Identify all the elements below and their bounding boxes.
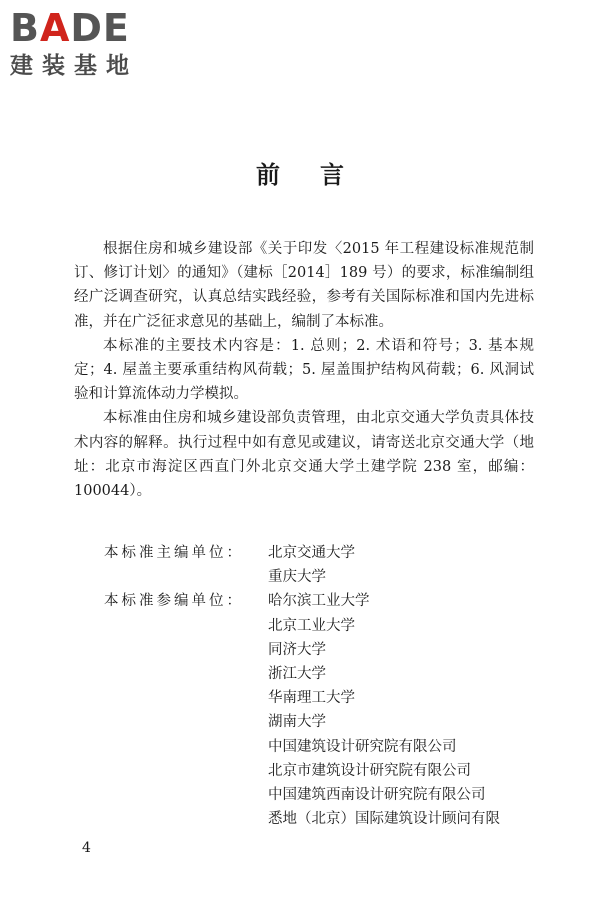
unit-name: 北京工业大学 [268,617,355,634]
chief-units-label: 本标准主编单位： [104,545,244,561]
preface-paragraph-3: 本标准由住房和城乡建设部负责管理，由北京交通大学负责具体技术内容的解释。执行过程中如有意见或建议，请寄送北京交通大学（地址：北京市海淀区西直门外北京交通大学土建学院 238 室，邮编：100044）。 [74,410,534,500]
unit-name: 浙江大学 [268,665,326,682]
bade-logo [10,8,180,80]
participating-units-label: 本标准参编单位： [104,593,244,610]
unit-name: 悉地（北京）国际建筑设计顾问有限 [268,811,500,828]
logo-wordmark [10,8,180,48]
unit-name: 中国建筑设计研究院有限公司 [268,738,457,755]
logo-mark-a: A [39,6,71,50]
unit-name: 重庆大学 [268,569,326,586]
unit-name: 哈尔滨工业大学 [268,593,370,610]
unit-name: 北京交通大学 [268,545,355,561]
unit-name: 北京市建筑设计研究院有限公司 [268,762,471,779]
unit-name: 湖南大学 [268,714,326,731]
preface-paragraph-1: 根据住房和城乡建设部《关于印发〈2015 年工程建设标准规范制订、修订计划〉的通知》（建标［2014］189 号）的要求，标准编制组经广泛调查研究，认真总结实践经验，参考有关国际标准和国内先进标准，并在广泛征求意见的基础上，编制了本标准。 [74,241,534,330]
preface-paragraph-2: 本标准的主要技术内容是：1. 总则；2. 术语和符号；3. 基本规定；4. 屋盖主要承重结构风荷载；5. 屋盖围护结构风荷载；6. 风洞试验和计算流体动力学模拟。 [74,337,534,403]
unit-name: 中国建筑西南设计研究院有限公司 [268,786,486,803]
logo-mark-de: DE [70,6,130,50]
preface-body [74,237,534,503]
page-title: 前言 [256,161,384,189]
page-number: 4 [82,840,91,856]
logo-mark-b: B [10,6,40,50]
unit-name: 华南理工大学 [268,690,355,707]
unit-name: 同济大学 [268,641,326,658]
logo-subtitle: 建装基地 [10,53,138,79]
